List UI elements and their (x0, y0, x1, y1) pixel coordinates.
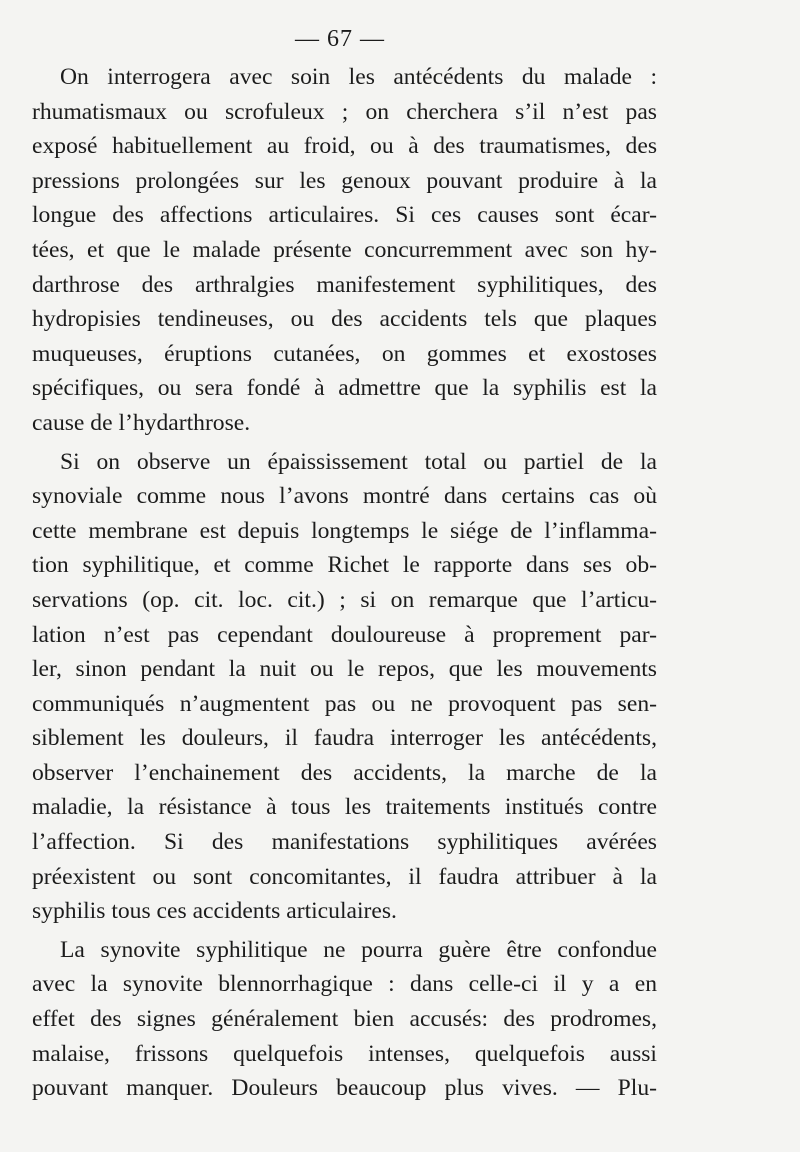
text-line: ler, sinon pendant la nuit ou le repos, que les mouvements (32, 656, 657, 683)
text-line: siblement les douleurs, il faudra interroger les antécédents, (32, 725, 657, 752)
text-line: lation n’est pas cependant douloureuse à proprement par- (32, 621, 657, 648)
text-line: On interrogera avec soin les antécédents du malade : (60, 64, 657, 90)
text-line: pressions prolongées sur les genoux pouvant produire à la (32, 167, 657, 194)
text-line: communiqués n’augmentent pas ou ne provoquent pas sen- (32, 690, 657, 717)
text-line: syphilis tous ces accidents articulaires. (32, 898, 397, 925)
text-line: spécifiques, ou sera fondé à admettre que la syphilis est la (32, 375, 657, 402)
text-line: hydropisies tendineuses, ou des accidents tels que plaques (32, 306, 657, 333)
text-line: Si on observe un épaississement total ou partiel de la (60, 448, 657, 475)
text-line: cause de l’hydarthrose. (32, 409, 251, 436)
text-line: synoviale comme nous l’avons montré dans certains cas où (32, 483, 657, 510)
paragraph-1 (32, 60, 657, 441)
text-line: cette membrane est depuis longtemps le siége de l’inflamma- (32, 517, 657, 544)
text-line: tées, et que le malade présente concurremment avec son hy- (32, 236, 657, 263)
paragraph-2 (32, 445, 657, 929)
text-line: maladie, la résistance à tous les traitements institués contre (32, 794, 657, 821)
text-line: muqueuses, éruptions cutanées, on gommes et exostoses (32, 340, 657, 367)
text-line: malaise, frissons quelquefois intenses, quelquefois aussi (32, 1040, 657, 1067)
text-line: darthrose des arthralgies manifestement syphilitiques, des (32, 271, 657, 298)
text-line: exposé habituellement au froid, ou à des traumatismes, des (32, 133, 657, 160)
text-line: pouvant manquer. Douleurs beaucoup plus vives. — Plu- (32, 1075, 657, 1102)
text-line: avec la synovite blennorrhagique : dans celle-ci il y a en (32, 971, 657, 998)
text-line: effet des signes généralement bien accusés: des prodromes, (32, 1006, 657, 1033)
paragraph-3 (32, 933, 657, 1106)
page-number: — 67 — (295, 26, 385, 52)
text-line: rhumatismaux ou scrofuleux ; on cherchera s’il n’est pas (32, 98, 657, 125)
text-line: servations (op. cit. loc. cit.) ; si on remarque que l’articu- (32, 586, 657, 613)
text-line: tion syphilitique, et comme Richet le rapporte dans ses ob- (32, 552, 657, 579)
text-line: longue des affections articulaires. Si ces causes sont écar- (32, 202, 657, 229)
text-line: La synovite syphilitique ne pourra guère être confondue (60, 936, 657, 963)
text-line: l’affection. Si des manifestations syphilitiques avérées (32, 829, 657, 856)
body-text (32, 60, 657, 1106)
text-line: préexistent ou sont concomitantes, il faudra attribuer à la (32, 863, 657, 890)
text-line: observer l’enchainement des accidents, la marche de la (32, 759, 657, 786)
